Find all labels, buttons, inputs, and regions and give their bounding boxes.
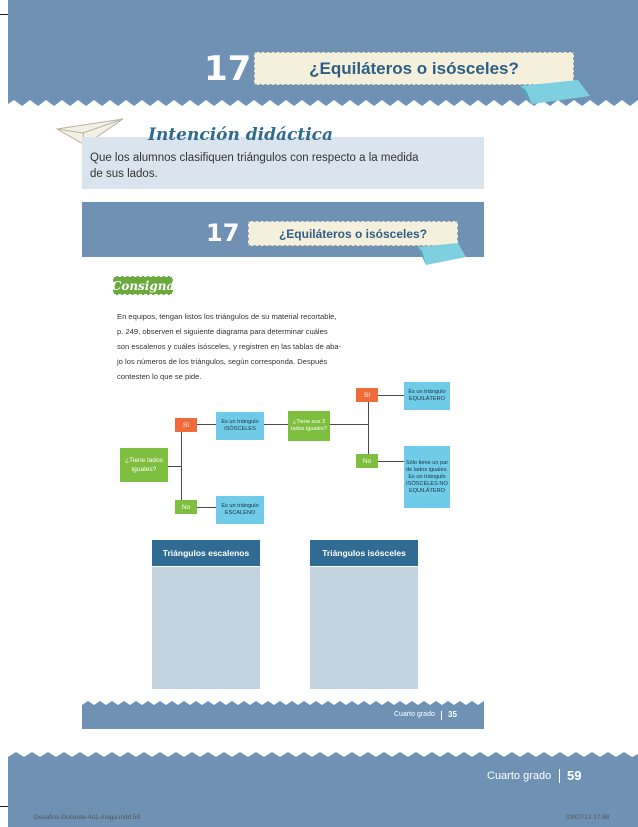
instruction-line: contesten lo que se pide.	[117, 372, 202, 381]
instruction-line: En equipos, tengan listos los triángulos de su material recortable,	[117, 312, 337, 321]
inner-lesson-title: ¿Equiláteros o isósceles?	[248, 221, 458, 246]
result-escaleno-text: Es un triángulo ESCALENO	[221, 503, 259, 516]
footer-divider	[559, 769, 560, 783]
result-equilatero	[404, 382, 450, 410]
arrow-line	[376, 395, 404, 396]
lesson-title: ¿Equiláteros o isósceles?	[254, 52, 574, 85]
print-file-info: Desafios-Docente-4o1-maga.indd 59	[34, 814, 141, 821]
connector-line	[181, 424, 182, 508]
inner-footer-zigzag	[82, 701, 484, 709]
lesson-number: 17	[204, 49, 252, 89]
yes-label-2: Sí	[356, 388, 378, 402]
instruction-line: son escalenos y cuáles isósceles, y registren en las tablas de aba-	[117, 342, 342, 351]
result-escaleno	[216, 496, 264, 524]
footer-grade: Cuarto grado	[487, 770, 552, 782]
table-body-isosceles[interactable]	[310, 567, 418, 689]
consigna-instructions	[117, 309, 388, 384]
table-body-escalenos[interactable]	[152, 567, 260, 689]
connector-line	[168, 466, 181, 467]
inner-ribbon-fold-icon	[418, 243, 466, 271]
instruction-line: p. 249, observen el siguiente diagrama para determinar cuáles	[117, 327, 328, 336]
intention-title: Intención didáctica	[148, 125, 334, 145]
arrow-line	[264, 424, 288, 425]
arrow-line	[196, 424, 216, 425]
table-header-isosceles: Triángulos isósceles	[310, 540, 418, 566]
yes-label: Sí	[175, 418, 197, 432]
result-no-equilatero-text: Sólo tiene un par de lados iguales. Es un triángulo ISÓSCELES NO EQUILÁTERO	[405, 459, 449, 494]
result-isosceles-no-equilatero	[404, 446, 450, 508]
arrow-line	[196, 507, 216, 508]
question-three-equal-sides: ¿Tiene sus 3 lados iguales?	[288, 411, 330, 441]
intention-text-line2: de sus lados.	[90, 168, 158, 180]
inner-lesson-number: 17	[206, 219, 240, 247]
footer-page-number: 59	[567, 768, 582, 783]
arrow-line	[376, 461, 404, 462]
connector-line	[368, 400, 369, 455]
table-header-escalenos: Triángulos escalenos	[152, 540, 260, 566]
intention-text-line1: Que los alumnos clasifiquen triángulos con respecto a la medida	[90, 152, 419, 164]
instruction-line: jo los números de los triángulos, según corresponda. Después	[117, 357, 328, 366]
no-label: No	[175, 500, 197, 514]
question-has-equal-sides: ¿Tiene lados iguales?	[120, 448, 168, 482]
divider	[441, 711, 442, 720]
connector-line	[330, 424, 368, 425]
inner-page-number: 35	[448, 710, 457, 719]
inner-footer-grade: Cuarto grado	[394, 711, 435, 718]
ribbon-fold-icon	[520, 80, 590, 106]
result-equilatero-text: Es un triángulo EQUILÁTERO	[408, 389, 446, 402]
consigna-label: Consigna	[113, 276, 173, 295]
no-label-2: No	[356, 454, 378, 468]
result-isosceles-text: Es un triángulo ISÓSCELES	[221, 419, 259, 432]
print-date-info: 03/07/13 17:48	[566, 814, 610, 821]
result-isosceles	[216, 412, 264, 440]
